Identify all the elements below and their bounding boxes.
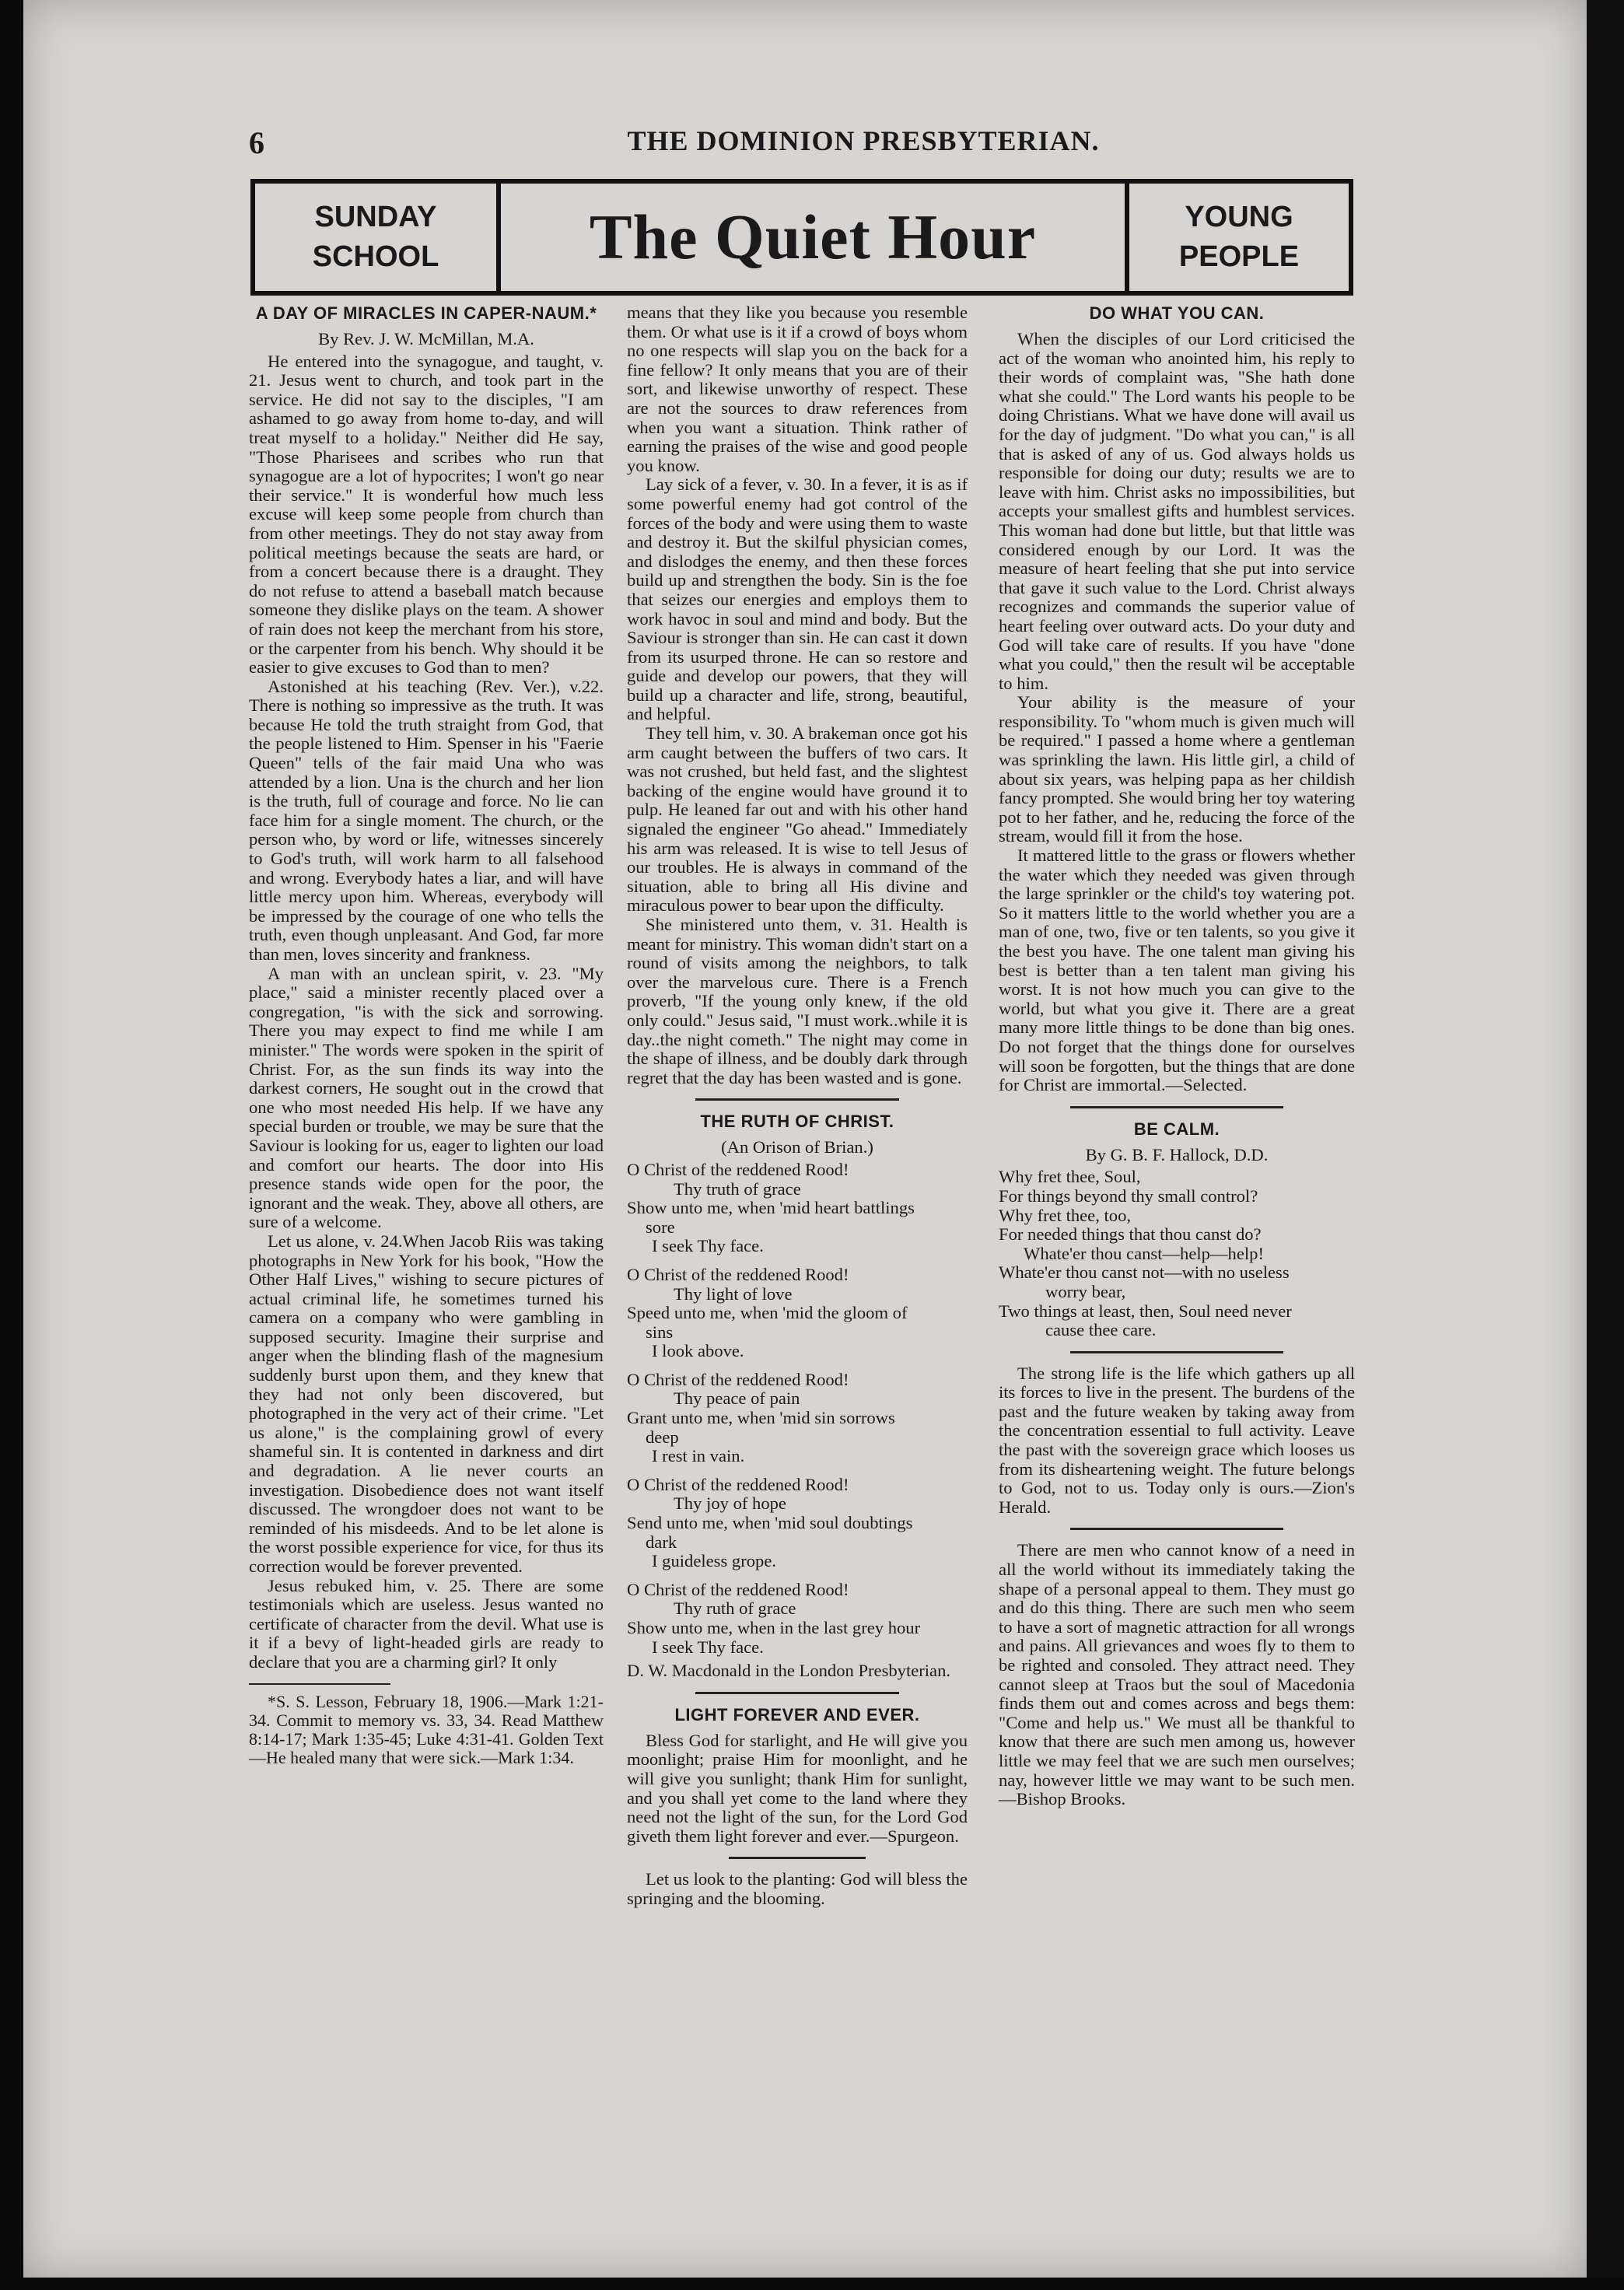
section-rule [695,1098,900,1101]
column-3 [999,303,1355,1809]
banner-left-line2: SCHOOL [312,240,439,273]
poem-line: Send unto me, when 'mid soul doubtings [627,1513,913,1533]
poem-line: deep [646,1427,679,1447]
section-banner [250,179,1353,296]
article-paragraph: He entered into the synagogue, and taught, v. 21. Jesus went to church, and took part in the service. He did not say to the disciples, "I am ashamed to go away from home to-day, and will treat myself to a holiday." Neither did He say, "Those Pharisees and scribes who run that synagogue are a lot of hypocrites; I won't go near their service." It is wonderful how much less excuse will keep some people from church than from other meetings. They do not stay away from political meetings because the seats are hard, or from a concert because there is a draught. They do not refuse to attend a baseball match because someone they dislike plays on the team. A shower of rain does not keep the merchant from his store, or the carpenter from his bench. Why should it be easier to give excuses to God than to men? [249,351,604,678]
be-calm-poem [999,1168,1355,1339]
poem-line: dark [646,1532,677,1552]
banner-left-line1: SUNDAY [314,200,437,233]
poem-line: Show unto me, when in the last grey hour [627,1618,921,1637]
section-rule [729,1857,865,1859]
poem-line: For needed things that thou canst do? [999,1224,1262,1245]
poem-line: Whate'er thou canst—help—help! [1024,1243,1264,1263]
section-rule [1070,1106,1284,1108]
poem-line: I seek Thy face. [652,1236,764,1256]
section-rule [1070,1528,1284,1530]
poem-line: cause thee care. [1045,1320,1157,1340]
strong-life-text: The strong life is the life which gathers up all its forces to live in the present. The burdens of the past and the future weaken by taking away from the concentration essential to full activity. Leave the past with the sovereign grace which looses us from its disheartening weight. The future belongs to God, not to us. Today only is ours.—Zion's Herald. [999,1363,1355,1517]
poem-line: O Christ of the reddened Rood! [627,1159,849,1179]
page-number: 6 [249,125,264,160]
banner-left-box [255,184,501,291]
running-head [249,124,1353,163]
article-title: A DAY OF MIRACLES IN CAPER-NAUM.* [255,303,597,323]
article-paragraph: A man with an unclean spirit, v. 23. "My place," said a minister recently placed over a congregation, "is with the sick and sorrowing. There you may expect to find me while I am minister." The words were spoken in the spirit of Christ. For, as the sun finds its way into the darkest corners, He sought out in the crowd that one who most needed His help. If we have any special burden or trouble, we may be sure that the Saviour is looking for us, eager to lighten our load and comfort our hearts. The door into His presence stands wide open for the poor, the ignorant and the weak. They, above all others, are sure of a welcome. [249,963,604,1232]
poem-line: sins [646,1322,674,1342]
banner-right-box [1125,184,1349,291]
poem-line: O Christ of the reddened Rood! [627,1264,849,1284]
poem-line: Thy joy of hope [674,1493,786,1514]
article-paragraph: They tell him, v. 30. A brakeman once got his arm caught between the buffers of two cars. It was not crushed, but held fast, and the slightest backing of the engine would have ground it to pulp. He leaned far out and with his other hand signaled the engineer "Go ahead." Immediately his arm was released. It is wise to tell Jesus of our troubles. He is always in command of the situation, able to bring all His divine and miraculous power to bear upon the difficulty. [627,723,968,916]
poem-line: I seek Thy face. [652,1637,764,1657]
article-paragraph: When the disciples of our Lord criticised the act of the woman who anointed him, his reply to their words of complaint was, "She hath done what she could." The Lord wants his people to be doing Christians. What we have done will avail us for the day of judgment. "Do what you can," is all that is asked of any of us. God always holds us responsible for doing our duty; results we are to leave with him. Christ asks no impossibilities, but accepts your smallest gifts and humblest services. This woman had done but little, but that little was considered enough by our Lord. It was the measure of heart feeling that she put into service that gave it such value to the Lord. Christ always recognizes and commands the superior value of heart feeling over outward acts. Do your duty and God will take care of results. If you have "done what you could," then the result wil be acceptable to him. [999,329,1355,693]
men-need-text: There are men who cannot know of a need in all the world without its immediately taking the shape of a personal appeal to them. They must go and do this thing. There are such men who seem to have a sort of magnetic attraction for all wrongs and pains. All grievances and woes fly to them to be righted and consoled. They attract need. They cannot sleep at Traos but the soul of Macedonia finds them out and comes across and begs them: "Come and help us." We must all be thankful to know that there are such men among us, however little we may feel that we are such men ourselves; nay, however little we may want to be such men.—Bishop Brooks. [999,1540,1355,1809]
scan-edge-left [0,0,23,2290]
column-2 [627,303,968,1909]
poem-line: O Christ of the reddened Rood! [627,1369,849,1389]
poem-line: O Christ of the reddened Rood! [627,1474,849,1494]
article-paragraph: Jesus rebuked him, v. 25. There are some testimonials which are useless. Jesus wanted no certificate of character from the devil. What use is it if a bevy of light-headed girls are ready to declare that you are a charming girl? It only [249,1575,604,1672]
light-title: LIGHT FOREVER AND EVER. [674,1704,920,1725]
article-paragraph: She ministered unto them, v. 31. Health is meant for ministry. This woman didn't start on a round of visits among the neighbors, to talk over the marvelous cure. There is a French proverb, "If the young only knew, if the old only could." Jesus said, "I must work..while it is day..the night cometh." The night may come in the shape of illness, and be doubly dark through regret that the day has been wasted and is gone. [627,915,968,1087]
poem-line: Show unto me, when 'mid heart battlings [627,1198,915,1218]
poem-subtitle: (An Orison of Brian.) [721,1137,873,1157]
poem-line: Thy peace of pain [674,1388,800,1409]
poem-line: Why fret thee, too, [999,1205,1132,1225]
scan-edge-bottom [0,2278,1624,2290]
article-paragraph: Let us alone, v. 24.When Jacob Riis was taking photographs in New York for his book, "How the Other Half Lives," wishing to secure pictures of actual criminal life, he sometimes turned his camera on a company who were gambling in supposed security. Imagine their surprise and anger when the blinding flash of the magnesium suddenly burst upon them, and they knew that they had not only been discovered, but photographed in the very act of their crime. "Let us alone," is the complaining growl of every shameful sin. It is contented in darkness and dirt and degradation. A lie never courts an investigation. Disobedience does not want itself discussed. The wrongdoer does not want to be reminded of his misdeeds. And to be let alone is the worst possible experience for vice, for thus its correction would be forever prevented. [249,1231,604,1576]
column-1 [249,303,604,1767]
poem-line: For things beyond thy small control? [999,1185,1258,1206]
poem-line: Thy ruth of grace [674,1598,796,1619]
light-text: Bless God for starlight, and He will give you moonlight; praise Him for moonlight, and he will give you sunlight; thank Him for sunlight, and you shall yet come to the land where they need not the light of the sun, for the Lord God giveth them light forever and ever.—Spurgeon. [627,1730,968,1846]
be-calm-byline: By G. B. F. Hallock, D.D. [1085,1144,1269,1164]
poem-line: Thy truth of grace [674,1178,801,1199]
poem-body [627,1161,968,1657]
banner-title: The Quiet Hour [589,201,1037,272]
be-calm-title: BE CALM. [1133,1119,1220,1139]
section-rule [1070,1351,1284,1353]
section-rule [695,1692,900,1694]
article-paragraph: It mattered little to the grass or flowers whether the water which they needed was given through the large sprinkler or the child's toy watering pot. So it matters little to the world whether you are a man of one, two, five or ten talents, so you give it the best you have. The one talent man giving his best is better than a ten talent man giving his worst. It is not how much you can give to the world, but what you give it. There are a great many more little things to be done than big ones. Do not forget that the things done for ourselves will soon be forgotten, but the things that are done for Christ are immortal.—Selected. [999,846,1355,1095]
article-paragraph: Your ability is the measure of your responsibility. To "whom much is given much will be required." I passed a home where a gentleman was sprinkling the lawn. His little girl, a child of about six years, was helping papa as her childish fancy prompted. She would bring her toy watering pot to her father, and he, reducing the force of the stream, would fill it from the hose. [999,692,1355,846]
poem-line: O Christ of the reddened Rood! [627,1579,849,1599]
poem-line: Two things at least, then, Soul need never [999,1301,1292,1321]
article-byline: By Rev. J. W. McMillan, M.A. [318,329,534,348]
poem-line: I rest in vain. [652,1446,745,1466]
poem-line: Why fret thee, Soul, [999,1167,1141,1187]
poem-line: I look above. [652,1341,744,1361]
poem-line: Grant unto me, when 'mid sin sorrows [627,1408,895,1428]
banner-right-line1: YOUNG [1185,200,1293,233]
poem-line: Speed unto me, when 'mid the gloom of [627,1303,908,1323]
lesson-footnote: *S. S. Lesson, February 18, 1906.—Mark 1:21-34. Commit to memory vs. 33, 34. Read Matthew 8:14-17; Mark 1:35-45; Luke 4:31-41. Golden Text—He healed many that were sick.—Mark 1:34. [249,1691,604,1767]
poem-line: worry bear, [1045,1281,1126,1301]
poem-line: sore [646,1217,675,1237]
do-what-title: DO WHAT YOU CAN. [1089,303,1265,323]
scan-edge-right [1587,0,1624,2290]
poem-line: Whate'er thou canst not—with no useless [999,1262,1290,1283]
poem-attribution: D. W. Macdonald in the London Presbyterian. [627,1661,951,1681]
article-paragraph: Lay sick of a fever, v. 30. In a fever, it is as if some powerful enemy had got control of the forces of the body and were using them to waste and destroy it. But the skilful physician comes, and dislodges the enemy, and then these forces build up and strengthen the body. Sin is the foe that seizes our energies and employs them to work havoc in soul and mind and body. But the Saviour is stronger than sin. He can cast it down from its usurped throne. He can so restore and guide and develop our powers, that they will build up a character and life, strong, beautiful, and helpful. [627,474,968,724]
closing-text: Let us look to the planting: God will bless the springing and the blooming. [627,1869,968,1908]
poem-line: I guideless grope. [652,1551,776,1571]
article-paragraph: Astonished at his teaching (Rev. Ver.), v.22. There is nothing so impressive as the truth. It was because He told the truth straight from God, that the people listened to Him. Spenser in his "Faerie Queen" tells of the fair maid Una who was attended by a lion. Una is the church and her lion is the truth, full of courage and force. No lie can face him for a single moment. The church, or the person who, by word or life, witnesses sincerely to God's truth, will work harm to all falsehood and wrong. Everybody hates a liar, and will have little mercy upon him. Whereas, everybody will be impressed by the courage of one who tells the truth, even though unpleasant. And God, far more than men, loves sincerity and frankness. [249,676,604,964]
poem-title: THE RUTH OF CHRIST. [700,1112,894,1132]
footnote-rule [249,1683,390,1685]
article-paragraph: means that they like you because you resemble them. Or what use is it if a crowd of boys whom no one respects will slap you on the back for a fine fellow? It only means that you are of their sort, and likewise unworthy of respect. These are not the sources to draw references from when you want a situation. Think rather of earning the praises of the wise and good people you know. [627,303,968,475]
banner-title-box [501,184,1125,291]
banner-right-line2: PEOPLE [1178,240,1300,273]
poem-line: Thy light of love [674,1283,793,1304]
publication-title: THE DOMINION PRESBYTERIAN. [627,125,1100,156]
